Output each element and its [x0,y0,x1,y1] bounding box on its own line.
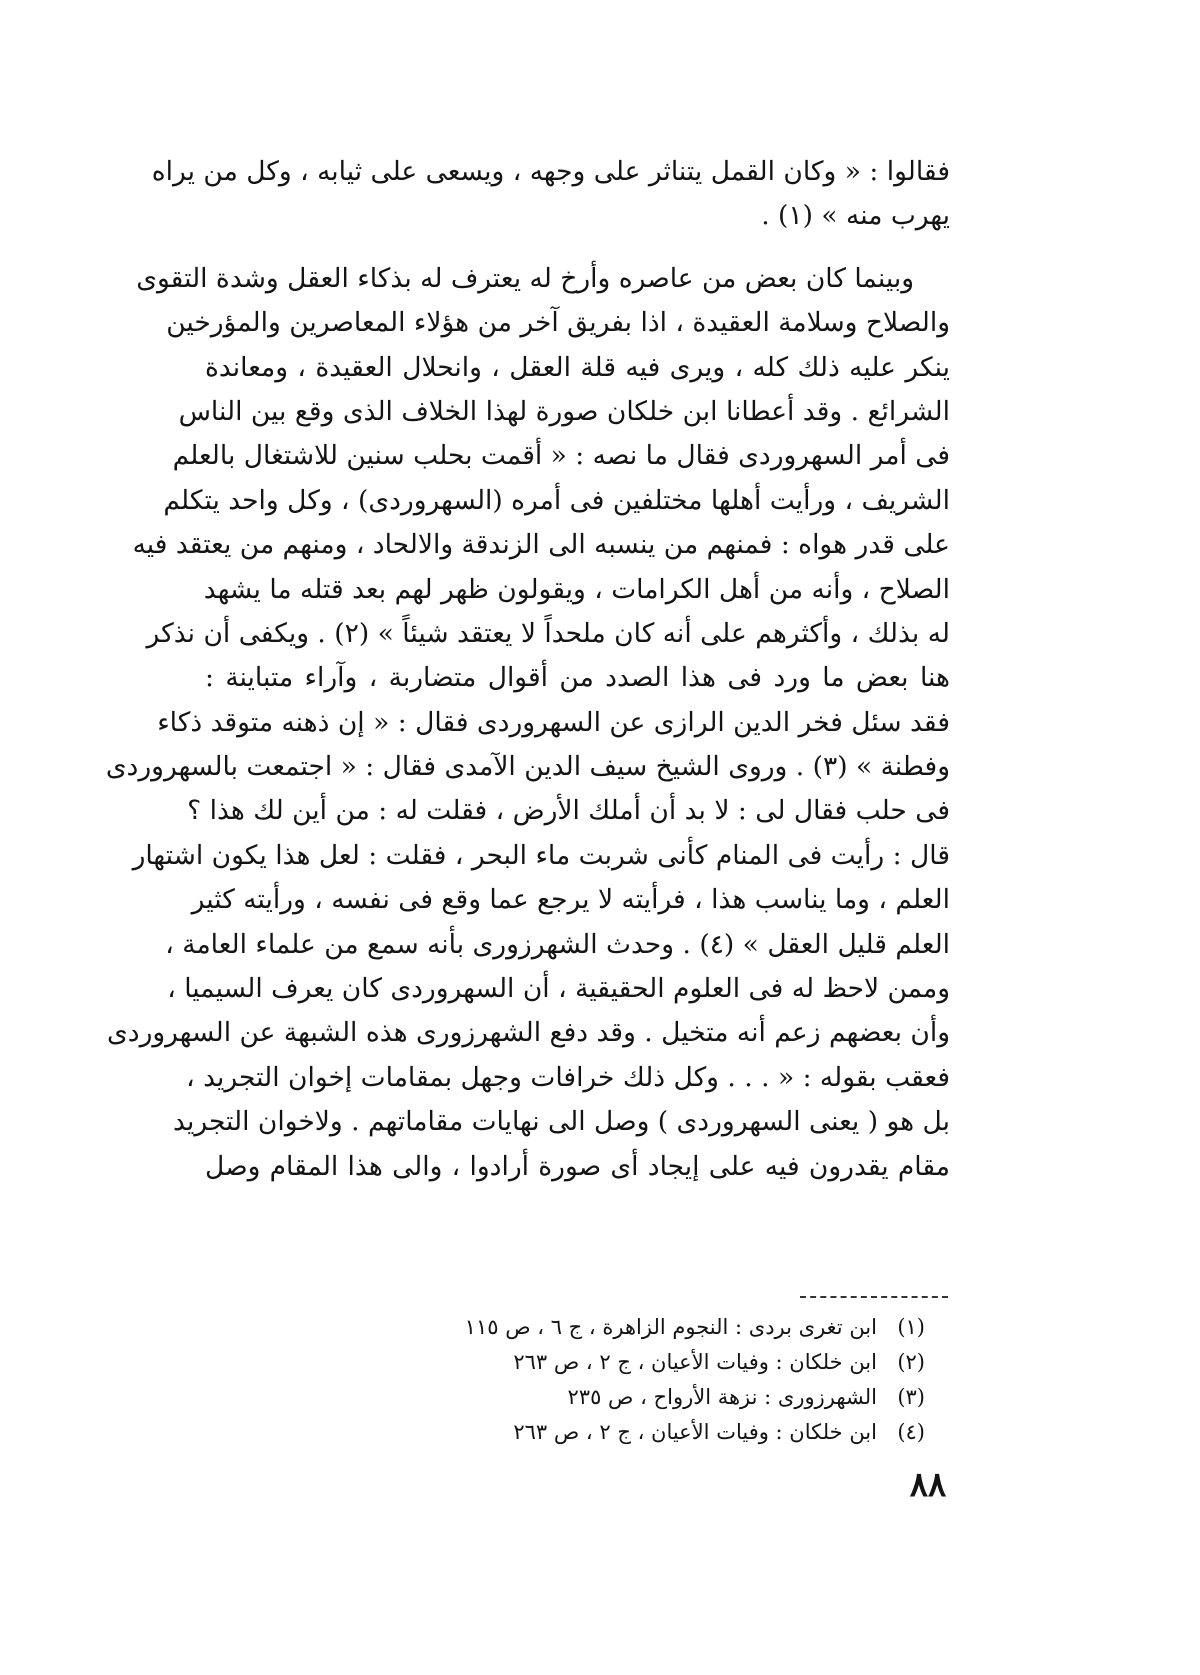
text-line: وممن لاحظ له فى العلوم الحقيقية ، أن السهروردى كان يعرف السيميا ، [167,973,950,1005]
text-line: فى أمر السهروردى فقال ما نصه : « أقمت بحلب سنين للاشتغال بالعلم [172,440,950,472]
text-line: وفطنة » (٣) . وروى الشيخ سيف الدين الآمدى فقال : « اجتمعت بالسهروردى [105,751,950,783]
text-line: فعقب بقوله : « . . . وكل ذلك خرافات وجهل بمقامات إخوان التجريد ، [186,1061,950,1093]
text-line: بل هو ( يعنى السهروردى ) وصل الى نهايات مقاماتهم . ولاخوان التجريد [173,1106,950,1138]
text-line: العلم ، وما يناسب هذا ، فرأيته لا يرجع عما وقع فى نفسه ، ورأيته كثير [191,884,950,916]
text-line: ينكر عليه ذلك كله ، ويرى فيه قلة العقل ، وانحلال العقيدة ، ومعاندة [205,351,950,383]
page-number: ٨٨ [909,1465,947,1505]
footnote-text: الشهرزورى : نزهة الأرواح ، ص ٢٣٥ [567,1385,877,1409]
footnote-divider [800,1296,948,1298]
paragraph-1 [151,150,950,239]
text-line: يهرب منه » (١) . [761,200,950,232]
text-line: الصلاح ، وأنه من أهل الكرامات ، ويقولون ظهر لهم بعد قتله ما يشهد [203,573,950,605]
footnotes [300,1310,925,1450]
footnote [300,1345,925,1380]
footnote-number: (٤) [897,1420,925,1444]
footnote-text: ابن تغرى بردى : النجوم الزاهرة ، ج ٦ ، ص ١١٥ [464,1315,877,1339]
footnote-number: (٣) [897,1385,925,1409]
footnote-text: ابن خلكان : وفيات الأعيان ، ج ٢ ، ص ٢٦٣ [513,1420,877,1444]
footnote [300,1415,925,1450]
footnote [300,1310,925,1345]
footnote [300,1380,925,1415]
text-line: فى حلب فقال لى : لا بد أن أملك الأرض ، فقلت له : من أين لك هذا ؟ [187,795,950,827]
footnote-text: ابن خلكان : وفيات الأعيان ، ج ٢ ، ص ٢٦٣ [513,1350,877,1374]
text-line: والصلاح وسلامة العقيدة ، اذا بفريق آخر من هؤلاء المعاصرين والمؤرخين [166,307,950,339]
paragraph-2 [105,257,950,1189]
main-text [105,150,950,1189]
text-line: العلم قليل العقل » (٤) . وحدث الشهرزورى بأنه سمع من علماء العامة ، [165,928,950,960]
text-line: فقد سئل فخر الدين الرازى عن السهروردى فقال : « إن ذهنه متوقد ذكاء [157,706,950,738]
text-line: هنا بعض ما ورد فى هذا الصدد من أقوال متضاربة ، وآراء متباينة : [205,662,950,694]
footnote-number: (١) [897,1315,925,1339]
text-line: مقام يقدرون فيه على إيجاد أى صورة أرادوا ، والى هذا المقام وصل [205,1150,950,1182]
text-line: وبينما كان بعض من عاصره وأرخ له يعترف له بذكاء العقل وشدة التقوى [136,262,914,294]
footnote-number: (٢) [897,1350,925,1374]
text-line: له بذلك ، وأكثرهم على أنه كان ملحداً لا يعتقد شيئاً » (٢) . ويكفى أن نذكر [146,617,950,649]
text-line: وأن بعضهم زعم أنه متخيل . وقد دفع الشهرزورى هذه الشبهة عن السهروردى [107,1017,950,1049]
text-line: قال : رأيت فى المنام كأنى شربت ماء البحر ، فقلت : لعل هذا يكون اشتهار [132,839,950,871]
text-line: الشرائع . وقد أعطانا ابن خلكان صورة لهذا الخلاف الذى وقع بين الناس [178,395,950,427]
text-line: فقالوا : « وكان القمل يتناثر على وجهه ، ويسعى على ثيابه ، وكل من يراه [151,156,950,187]
text-line: الشريف ، ورأيت أهلها مختلفين فى أمره (السهروردى) ، وكل واحد يتكلم [163,484,950,516]
text-line: على قدر هواه : فمنهم من ينسبه الى الزندقة والالحاد ، ومنهم من يعتقد فيه [132,529,950,561]
